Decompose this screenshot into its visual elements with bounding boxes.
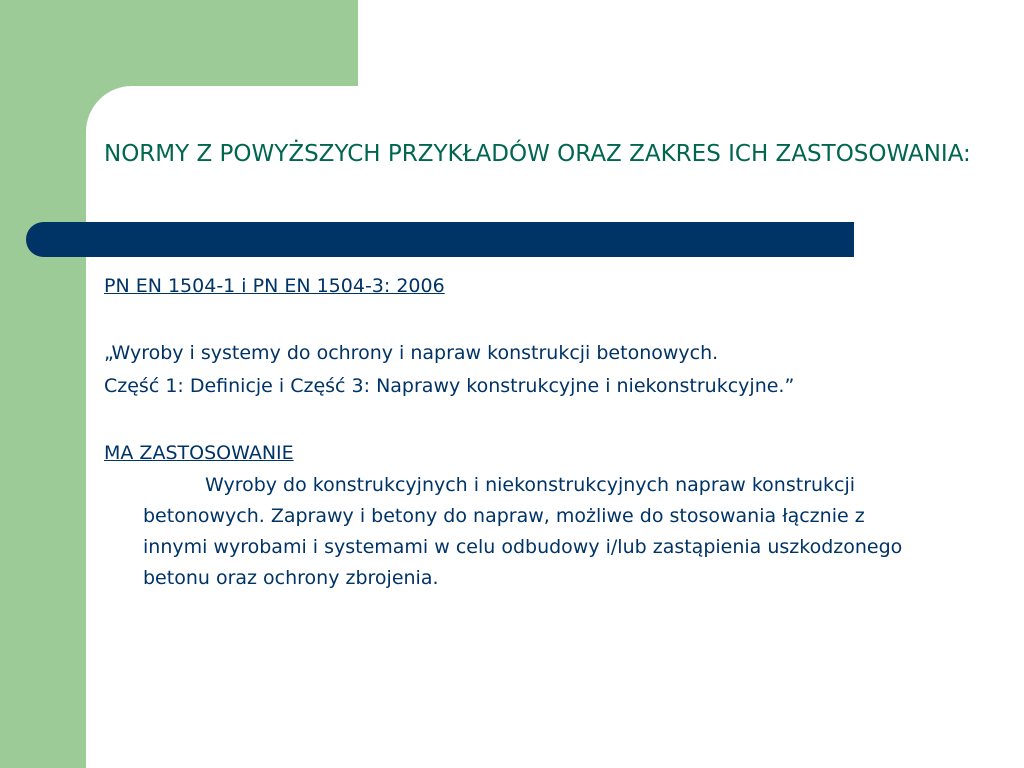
slide-body (104, 270, 984, 594)
spacer (104, 303, 984, 337)
slide-title: NORMY Z POWYŻSZYCH PRZYKŁADÓW ORAZ ZAKRES ICH ZASTOSOWANIA: (104, 141, 971, 167)
standard-title-line-2: Część 1: Definicje i Część 3: Naprawy konstrukcyjne i niekonstrukcyjne.” (104, 375, 795, 397)
standard-reference-heading: PN EN 1504-1 i PN EN 1504-3: 2006 (104, 275, 445, 297)
decorative-green-sidebar (0, 0, 86, 768)
application-heading: MA ZASTOSOWANIE (104, 442, 294, 464)
spacer (104, 403, 984, 437)
standard-title-line-1: „Wyroby i systemy do ochrony i napraw konstrukcji betonowych. (104, 342, 719, 364)
application-description: Wyroby do konstrukcyjnych i niekonstrukcyjnych napraw konstrukcji betonowych. Zaprawy i betony do napraw, możliwe do stosowania łącznie z innymi wyrobami i systemami w celu odbudowy i/lub zastąpienia uszkodzonego betonu oraz ochrony zbrojenia. (143, 474, 903, 589)
decorative-title-bar (26, 222, 854, 257)
